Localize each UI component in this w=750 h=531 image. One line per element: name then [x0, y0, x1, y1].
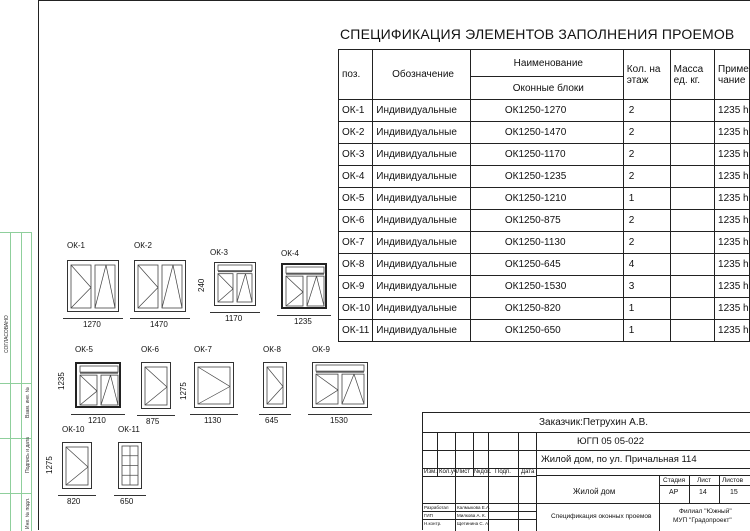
cell-name: ОК1250-645 [470, 254, 623, 276]
margin-stamp-strip [0, 232, 32, 531]
cell-designation: Индивидуальные [373, 320, 471, 342]
width-dimension: 820 [67, 497, 81, 506]
cell-mass [670, 276, 714, 298]
cell-note: 1235 h [715, 254, 750, 276]
cell-name: ОК1250-1270 [470, 100, 623, 122]
header-note: Приме чание [715, 50, 750, 100]
cell-name: ОК1250-1170 [470, 144, 623, 166]
width-dimension-line [114, 495, 146, 496]
cell-pos: ОК-2 [339, 122, 373, 144]
spec-row [339, 188, 750, 210]
building-name: Жилой дом [573, 487, 616, 496]
window-label: ОК-3 [210, 248, 228, 257]
spec-row [339, 254, 750, 276]
project-name: Жилой дом, по ул. Причальная 114 [541, 454, 697, 465]
col-doc: №док. [474, 469, 492, 475]
window-label: ОК-8 [263, 345, 281, 354]
cell-note: 1235 h [715, 210, 750, 232]
sheet-value: 14 [699, 489, 707, 496]
header-pos: поз. [339, 50, 373, 100]
sheets-header: Листов [722, 477, 744, 484]
cell-qty: 2 [623, 210, 670, 232]
window-label: ОК-1 [67, 241, 85, 250]
stage-value: АР [669, 489, 679, 496]
window-sashes [76, 363, 122, 409]
width-dimension: 1235 [294, 317, 312, 326]
window-frame [281, 263, 327, 309]
cell-qty: 1 [623, 320, 670, 342]
subheader-windows: Оконные блоки [470, 77, 623, 100]
cell-mass [670, 210, 714, 232]
cell-pos: ОК-9 [339, 276, 373, 298]
spec-row [339, 298, 750, 320]
cell-name: ОК1250-820 [470, 298, 623, 320]
cell-designation: Индивидуальные [373, 144, 471, 166]
cell-designation: Индивидуальные [373, 166, 471, 188]
window-sashes [214, 262, 256, 306]
width-dimension-line [259, 414, 291, 415]
cell-pos: ОК-6 [339, 210, 373, 232]
cell-designation: Индивидуальные [373, 254, 471, 276]
cell-note: 1235 h [715, 320, 750, 342]
cell-qty: 1 [623, 298, 670, 320]
cell-qty: 4 [623, 254, 670, 276]
window-frame [75, 362, 121, 408]
window-sashes [263, 362, 287, 408]
cell-pos: ОК-11 [339, 320, 373, 342]
width-dimension: 645 [265, 416, 279, 425]
cell-qty: 2 [623, 100, 670, 122]
window-sashes [62, 442, 92, 489]
window-sashes [282, 264, 328, 310]
window-frame [118, 442, 142, 489]
cell-mass [670, 232, 714, 254]
window-sashes [118, 442, 142, 489]
cell-qty: 2 [623, 122, 670, 144]
spec-row [339, 144, 750, 166]
cell-designation: Индивидуальные [373, 210, 471, 232]
window-sashes [141, 362, 171, 409]
cell-note: 1235 h [715, 122, 750, 144]
window-label: ОК-6 [141, 345, 159, 354]
width-dimension-line [71, 414, 125, 415]
spec-row [339, 210, 750, 232]
cell-designation: Индивидуальные [373, 276, 471, 298]
cell-pos: ОК-3 [339, 144, 373, 166]
cell-name: ОК1250-875 [470, 210, 623, 232]
spec-header-row [339, 50, 750, 77]
width-dimension-line [137, 415, 175, 416]
col-izm: Изм. [424, 469, 437, 475]
header-qty: Кол. на этаж [623, 50, 670, 100]
person-developer: Калмыкова Е.А. [457, 505, 491, 510]
spec-row [339, 320, 750, 342]
window-label: ОК-11 [118, 425, 140, 434]
window-label: ОК-4 [281, 249, 299, 258]
cell-note: 1235 h [715, 232, 750, 254]
col-sign: Подп. [495, 469, 511, 475]
cell-name: ОК1250-1470 [470, 122, 623, 144]
cell-mass [670, 166, 714, 188]
cell-mass [670, 188, 714, 210]
window-frame [67, 260, 119, 312]
width-dimension: 650 [120, 497, 134, 506]
cell-designation: Индивидуальные [373, 188, 471, 210]
spec-row [339, 122, 750, 144]
role-gip: ГИП [424, 513, 433, 518]
person-ncontrol: Щетинина С. А. [457, 521, 490, 526]
sign-date-label: Подпись и дата [25, 437, 31, 473]
width-dimension: 1270 [83, 320, 101, 329]
cell-note: 1235 h [715, 100, 750, 122]
width-dimension: 1130 [204, 416, 222, 425]
height-dimension: 1275 [45, 456, 54, 474]
window-frame [62, 442, 92, 489]
window-frame [141, 362, 171, 409]
cell-name: ОК1250-650 [470, 320, 623, 342]
spec-row [339, 276, 750, 298]
col-date: Дата [521, 469, 535, 475]
window-label: ОК-9 [312, 345, 330, 354]
cell-pos: ОК-7 [339, 232, 373, 254]
cell-qty: 2 [623, 144, 670, 166]
cell-qty: 3 [623, 276, 670, 298]
width-dimension-line [277, 315, 331, 316]
cell-pos: ОК-1 [339, 100, 373, 122]
width-dimension-line [63, 318, 123, 319]
window-label: ОК-10 [62, 425, 85, 434]
cell-name: ОК1250-1130 [470, 232, 623, 254]
window-frame [312, 362, 368, 408]
cell-qty: 2 [623, 232, 670, 254]
cell-note: 1235 h [715, 188, 750, 210]
width-dimension-line [210, 312, 260, 313]
window-sashes [312, 362, 368, 408]
width-dimension: 1170 [225, 314, 243, 323]
cell-designation: Индивидуальные [373, 232, 471, 254]
cell-designation: Индивидуальные [373, 298, 471, 320]
org-line1: Филиал "Южный" [679, 508, 732, 515]
cell-note: 1235 h [715, 298, 750, 320]
width-dimension: 1530 [330, 416, 348, 425]
cell-note: 1235 h [715, 276, 750, 298]
cell-qty: 2 [623, 166, 670, 188]
sheets-value: 15 [730, 489, 738, 496]
sheet-name: Спецификация оконных проемов [551, 513, 652, 520]
width-dimension-line [58, 495, 96, 496]
person-gip: Милкова А. К. [457, 513, 486, 518]
col-kol: Кол.уч [439, 469, 457, 475]
height-dimension: 1235 [57, 372, 66, 390]
agreed-label: СОГЛАСОВАНО [4, 315, 10, 353]
cell-name: ОК1250-1235 [470, 166, 623, 188]
title-block [422, 412, 750, 530]
window-frame [263, 362, 287, 408]
cell-mass [670, 254, 714, 276]
window-frame [214, 262, 256, 306]
spec-row [339, 166, 750, 188]
cell-pos: ОК-10 [339, 298, 373, 320]
col-list: Лист [457, 469, 471, 475]
width-dimension: 875 [146, 417, 160, 426]
org-line2: МУП "Градопроект" [673, 517, 732, 524]
width-dimension-line [190, 414, 238, 415]
spec-row [339, 232, 750, 254]
inv-orig-label: Инв. № подл. [25, 497, 31, 529]
cell-designation: Индивидуальные [373, 122, 471, 144]
role-developer: Разработал [424, 505, 449, 510]
window-label: ОК-7 [194, 345, 212, 354]
cell-note: 1235 h [715, 144, 750, 166]
replace-inv-label: Взам. инв. № [25, 387, 31, 418]
height-dimension: 240 [197, 278, 206, 292]
cell-pos: ОК-4 [339, 166, 373, 188]
width-dimension-line [130, 318, 190, 319]
cell-qty: 1 [623, 188, 670, 210]
width-dimension-line [308, 414, 372, 415]
stage-header: Стадия [663, 477, 686, 484]
cell-mass [670, 298, 714, 320]
cell-pos: ОК-5 [339, 188, 373, 210]
window-sashes [67, 260, 119, 312]
window-label: ОК-5 [75, 345, 93, 354]
customer-text: Заказчик:Петрухин А.В. [539, 417, 649, 428]
window-sashes [134, 260, 186, 312]
cell-mass [670, 100, 714, 122]
window-sashes [194, 362, 234, 408]
cell-mass [670, 144, 714, 166]
spec-table [338, 49, 750, 342]
window-frame [134, 260, 186, 312]
cell-note: 1235 h [715, 166, 750, 188]
height-dimension: 1275 [179, 382, 188, 400]
project-code: ЮГП 05 05-022 [577, 436, 644, 447]
sheet-header: Лист [697, 477, 712, 484]
cell-designation: Индивидуальные [373, 100, 471, 122]
cell-mass [670, 320, 714, 342]
width-dimension: 1210 [88, 416, 106, 425]
cell-pos: ОК-8 [339, 254, 373, 276]
cell-name: ОК1250-1210 [470, 188, 623, 210]
header-name: Наименование [470, 50, 623, 77]
width-dimension: 1470 [150, 320, 168, 329]
spec-row [339, 100, 750, 122]
spec-title: СПЕЦИФИКАЦИЯ ЭЛЕМЕНТОВ ЗАПОЛНЕНИЯ ПРОЕМОВ [340, 26, 735, 42]
window-label: ОК-2 [134, 241, 152, 250]
window-frame [194, 362, 234, 408]
role-ncontrol: Н.контр. [424, 521, 442, 526]
cell-mass [670, 122, 714, 144]
cell-name: ОК1250-1530 [470, 276, 623, 298]
header-mass: Масса ед. кг. [670, 50, 714, 100]
header-designation: Обозначение [373, 50, 471, 100]
